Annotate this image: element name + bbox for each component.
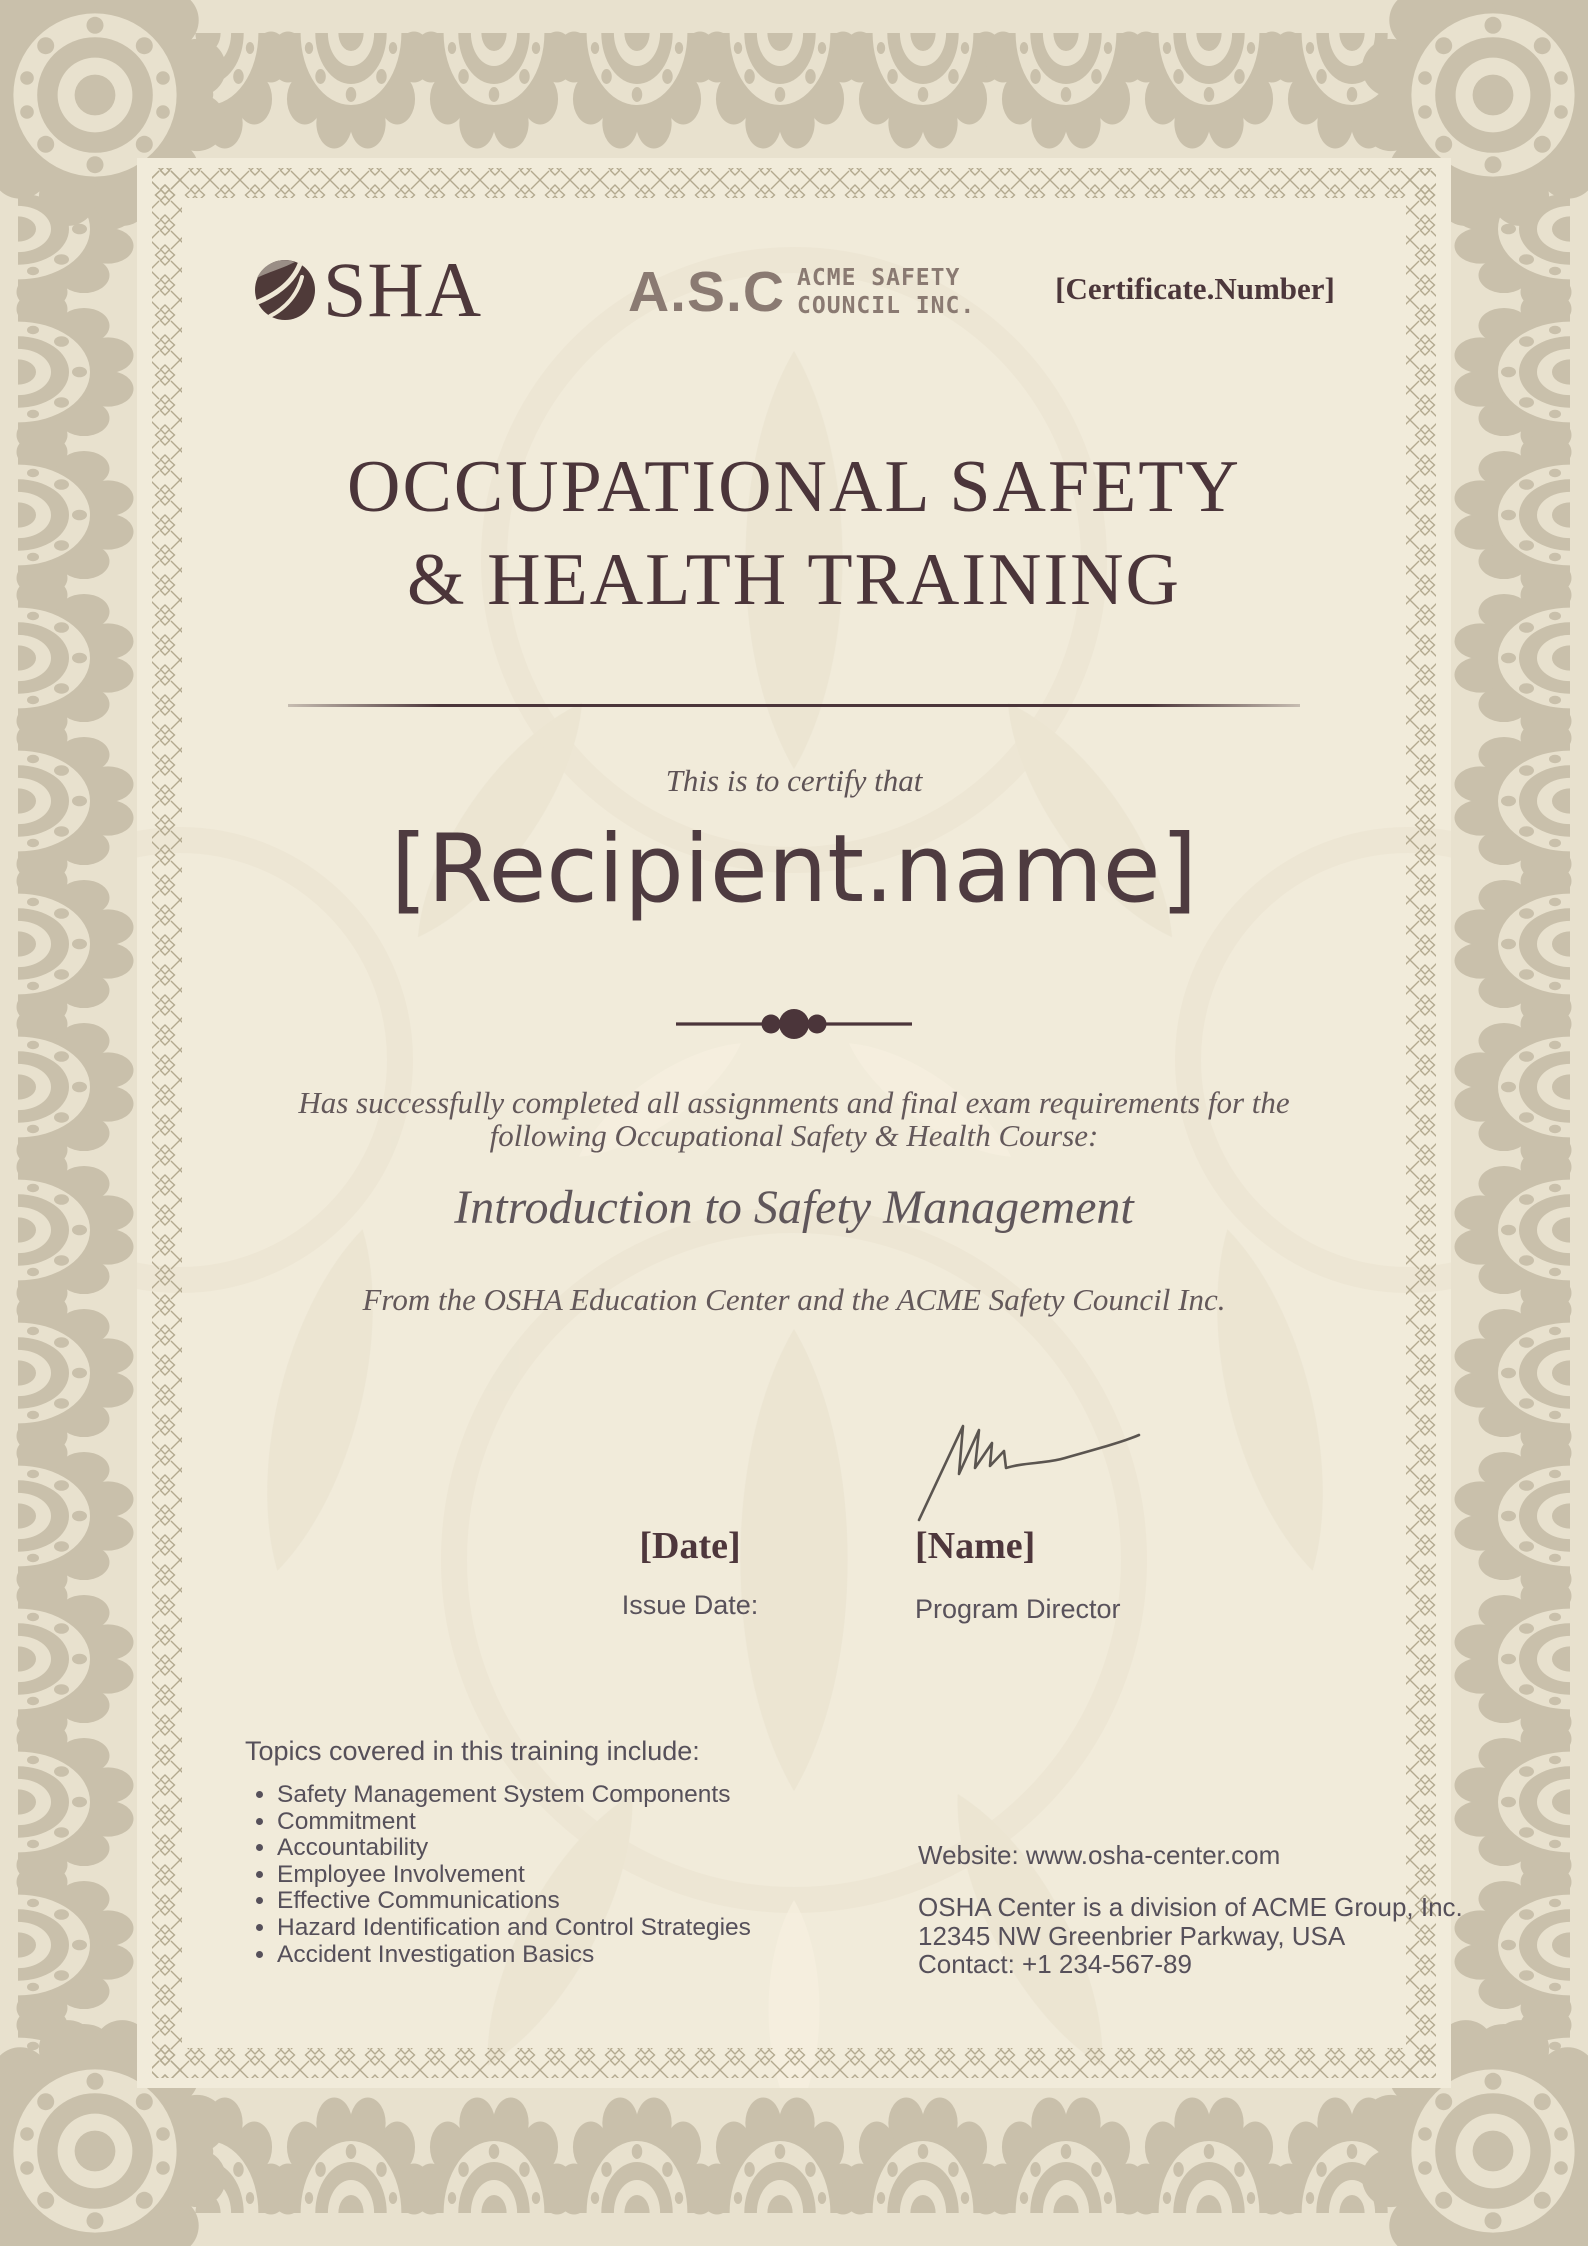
completion-line-1: Has successfully completed all assignments and final exam requirements for the (298, 1085, 1290, 1120)
division-line-3: Contact: +1 234-567-89 (918, 1949, 1192, 1979)
topic-item: • Hazard Identification and Control Strategies (277, 1915, 751, 1942)
provider-text: From the OSHA Education Center and the ACME Safety Council Inc. (362, 1282, 1226, 1317)
topic-item: • Accountability (277, 1835, 751, 1862)
topic-item: • Effective Communications (277, 1888, 751, 1915)
certificate-number: [Certificate.Number] (1055, 271, 1335, 306)
recipient-name: [Recipient.name] (390, 815, 1198, 924)
division-line-2: 12345 NW Greenbrier Parkway, USA (918, 1920, 1346, 1951)
completion-line-2: following Occupational Safety & Health Course: (489, 1118, 1099, 1153)
completion-text (0, 1086, 1588, 1152)
signature-image (905, 1418, 1145, 1528)
issue-date-value: [Date] (639, 1525, 741, 1567)
topics-list (247, 1782, 751, 1968)
certify-text: This is to certify that (665, 763, 923, 798)
osha-logo (253, 246, 483, 333)
topic-item: • Employee Involvement (277, 1862, 751, 1889)
certificate-title (0, 441, 1588, 627)
topic-item: • Commitment (277, 1809, 751, 1836)
topics-heading: Topics covered in this training include: (245, 1736, 700, 1766)
osha-logo-mark (253, 258, 317, 322)
topic-item: • Safety Management System Components (277, 1782, 751, 1809)
osha-logo-text: SHA (323, 246, 483, 333)
council-name-line2: COUNCIL INC. (797, 293, 976, 319)
title-line-2: & HEALTH TRAINING (407, 539, 1181, 621)
council-name-line1: ACME SAFETY (797, 265, 961, 291)
division-info (918, 1893, 1463, 1979)
signer-title: Program Director (915, 1594, 1121, 1624)
website-text: Website: www.osha-center.com (918, 1840, 1281, 1870)
title-divider (288, 704, 1300, 707)
council-logo (628, 262, 975, 322)
division-line-1: OSHA Center is a division of ACME Group, Inc. (918, 1892, 1463, 1922)
topic-item: • Accident Investigation Basics (277, 1942, 751, 1969)
signer-name-value: [Name] (915, 1525, 1036, 1567)
issue-date-label: Issue Date: (621, 1590, 759, 1620)
title-line-1: OCCUPATIONAL SAFETY (347, 446, 1241, 528)
course-title: Introduction to Safety Management (454, 1181, 1134, 1234)
lace-bottom-row (0, 2098, 1576, 2215)
ornament-divider (674, 1006, 914, 1042)
council-abbr: A.S.C (628, 260, 786, 324)
lace-top-row (0, 32, 1576, 149)
council-name (797, 264, 975, 320)
